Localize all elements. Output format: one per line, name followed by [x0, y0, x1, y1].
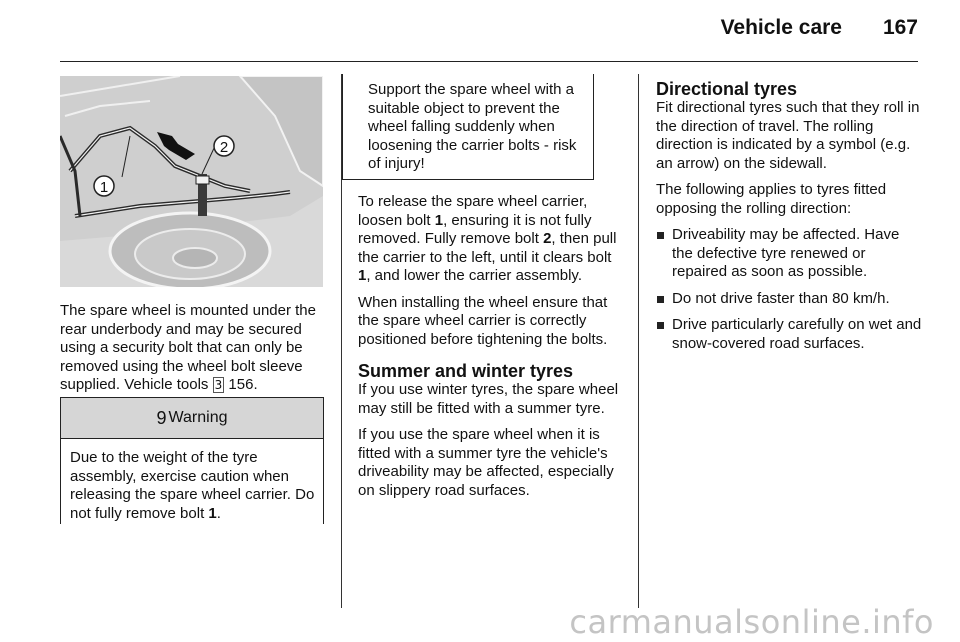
text-run: , then pull the carrier to the left, until it clears bolt: [358, 230, 617, 266]
caution-text: Support the spare wheel with a suitable object to prevent the wheel falling suddenly when loosening the carrier bolts - risk of injury!: [368, 81, 577, 172]
opposing-direction-text: The following applies to tyres fitted opposing the rolling direction:: [656, 181, 887, 217]
release-instructions: [358, 193, 626, 286]
warning-bolt-ref: 1: [208, 504, 217, 522]
column-3: [656, 79, 922, 361]
page-ref-arrow-icon: 3: [214, 378, 223, 392]
intro-text: The spare wheel is mounted under the rear underbody and may be secured using a security bolt that can only be removed using the wheel bolt sleeve supplied. Vehicle tools: [60, 302, 316, 393]
warning-header: [61, 397, 323, 439]
warning-text: Due to the weight of the tyre assembly, exercise caution when releasing the spare wheel carrier. Do not fully remove bolt: [70, 449, 315, 522]
list-item: Drive particularly carefully on wet and snow-covered road surfaces.: [656, 316, 922, 353]
warning-body: [61, 439, 323, 523]
watermark: carmanualsonline.info: [569, 603, 934, 641]
summer-tyre-text: If you use the spare wheel when it is fitted with a summer tyre the vehicle's driveability may be affected, especially on slippery road surfaces.: [358, 426, 614, 499]
column-divider-right: [638, 74, 639, 608]
warning-box: [60, 397, 324, 524]
warning-text-end: .: [216, 504, 221, 522]
warning-triangle-icon: 9: [156, 407, 167, 428]
page-header: [60, 16, 918, 48]
header-rule: [60, 61, 918, 62]
warning-title: Warning: [168, 409, 228, 426]
bolt-ref: 1: [434, 211, 444, 229]
column-1: [60, 302, 326, 403]
text-run: To release the spare wheel carrier, loosen bolt: [358, 193, 588, 229]
text-run: , ensuring it is not fully removed. Fully remove bolt: [358, 211, 592, 247]
caution-box: [342, 74, 594, 180]
winter-tyres-text: If you use winter tyres, the spare wheel may still be fitted with a summer tyre.: [358, 381, 619, 417]
list-item: Driveability may be affected. Have the defective tyre renewed or repaired as soon as possible.: [656, 226, 922, 282]
rolling-direction-list: [656, 226, 922, 353]
page-number: 167: [882, 16, 918, 39]
directional-tyres-heading: Directional tyres: [656, 79, 798, 99]
underbody-drawing: [60, 76, 323, 287]
spare-wheel-illustration: [60, 76, 323, 287]
install-instructions: When installing the wheel ensure that the spare wheel carrier is correctly positioned before tightening the bolts.: [358, 293, 608, 348]
directional-intro: Fit directional tyres such that they roll in the direction of travel. The rolling direction is indicated by a symbol (e.g. an arrow) on the sidewall.: [656, 99, 920, 172]
spare-wheel-intro: [60, 302, 326, 395]
page-ref: 156.: [224, 376, 258, 393]
callout-1-label: 1: [99, 179, 109, 196]
text-run: , and lower the carrier assembly.: [366, 267, 582, 284]
callout-2-label: 2: [219, 139, 229, 156]
bolt-ref: 1: [358, 267, 367, 284]
bolt-ref: 2: [543, 230, 552, 247]
section-title: Vehicle care: [720, 16, 842, 39]
column-2: [358, 193, 626, 508]
list-item: Do not drive faster than 80 km/h.: [656, 290, 922, 309]
summer-winter-heading: Summer and winter tyres: [358, 361, 574, 381]
